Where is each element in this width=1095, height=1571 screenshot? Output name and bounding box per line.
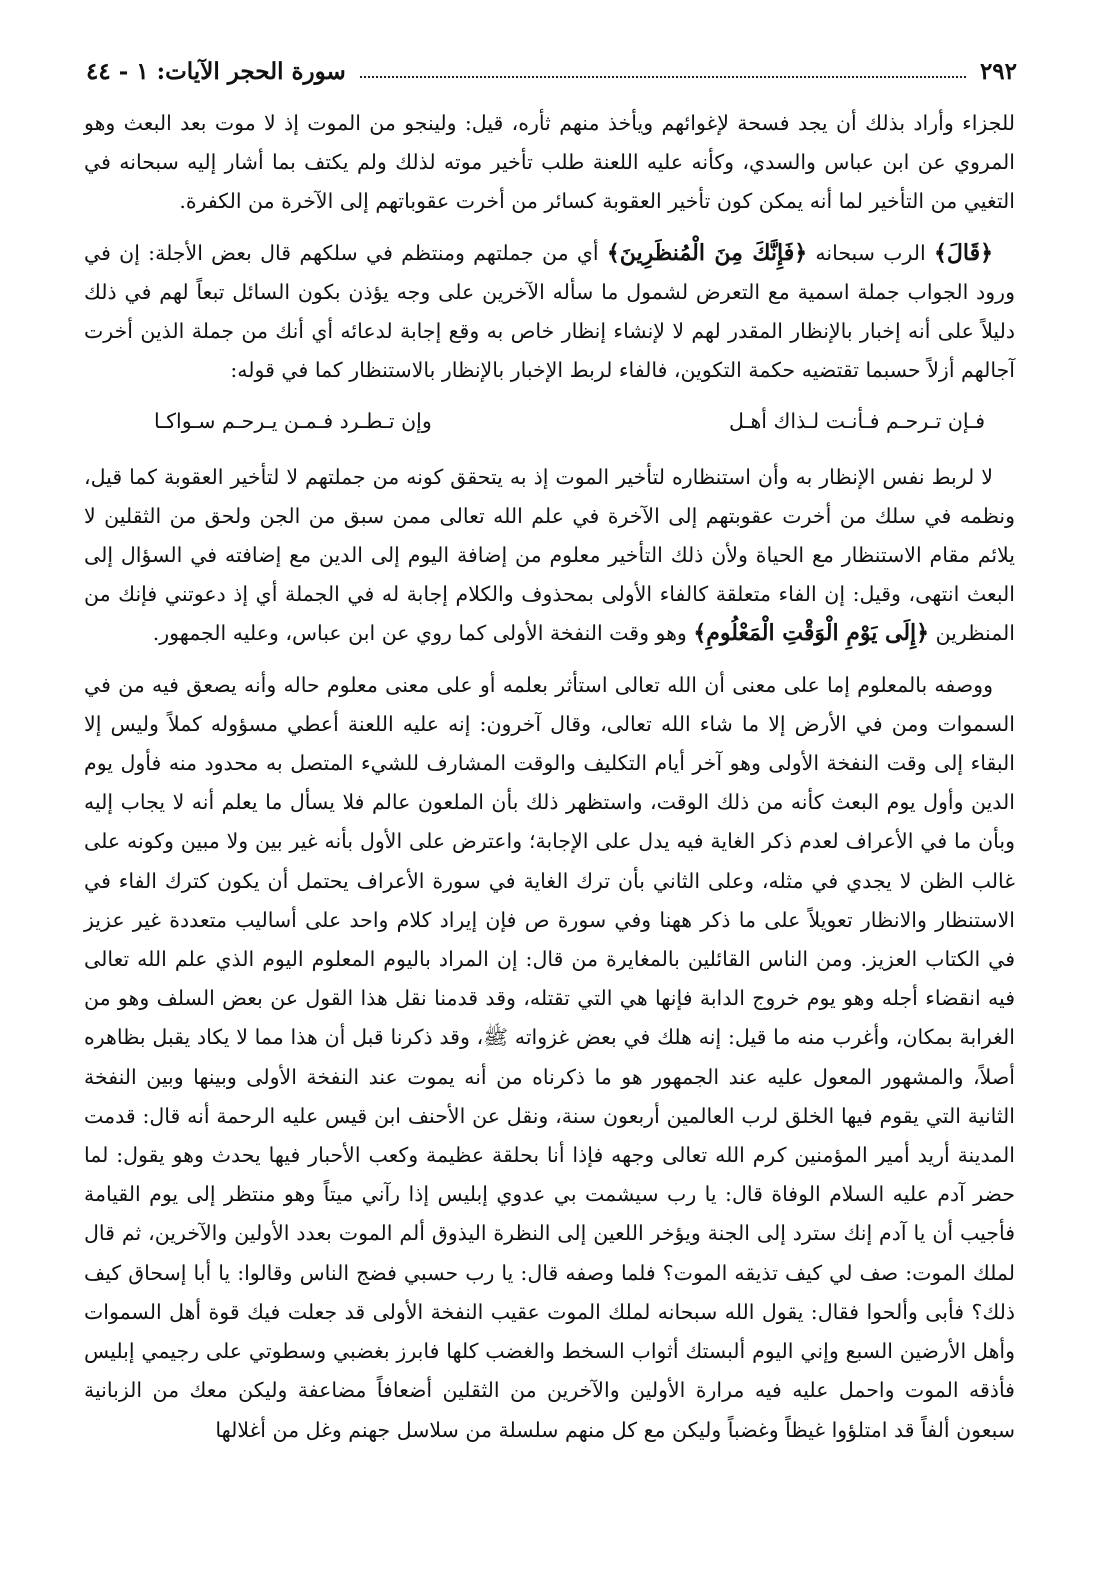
paragraph-4: ووصفه بالمعلوم إما على معنى أن الله تعالى استأثر بعلمه أو على معنى معلوم حاله وأنه يصعق فيه من في السموات ومن في الأرض إلا ما شاء الله تعالى، وقال آخرون: إنه عليه اللعنة أعطي مسؤوله كملاً وليس إلا البقاء إلى وقت النفخة الأولى وهو آخر أيام التكليف والوقت المشارف للشيء المتصل به محدود منه فأول يوم الدين وأول يوم البعث كأنه من ذلك الوقت، واستظهر ذلك بأن الملعون عالم فلا يسأل ما يعلم أنه لا يجاب إليه وبأن ما في الأعراف لعدم ذكر الغاية فيه يدل على الإجابة؛ واعترض على الأول بأنه غير بين ولا مبين وكونه على غالب الظن لا يجدي في مثله، وعلى الثاني بأن ترك الغاية في سورة الأعراف يحتمل أن يكون كترك الفاء في الاستنظار والانظار تعويلاً على ما ذكر ههنا وفي سورة ص فإن إيراد كلام واحد على أساليب متعددة غير عزيز في الكتاب العزيز. ومن الناس القائلين بالمغايرة من قال: إن المراد باليوم المعلوم اليوم الذي علم الله تعالى فيه انقضاء أجله وهو يوم خروج الدابة فإنها هي التي تقتله، وقد قدمنا نقل هذا القول عن بعض السلف وهو من الغرابة بمكان، وأغرب منه ما قيل: إنه هلك في بعض غزواته ﷺ، وقد ذكرنا قبل أن هذا مما لا يكاد يقبل بظاهره أصلاً، والمشهور المعول عليه عند الجمهور هو ما ذكرناه من أنه يموت عند النفخة الأولى وبينها وبين النفخة الثانية التي يقوم فيها الخلق لرب العالمين أربعون سنة، ونقل عن الأحنف ابن قيس عليه الرحمة أنه قال: قدمت المدينة أريد أمير المؤمنين كرم الله تعالى وجهه فإذا أنا بحلقة عظيمة وكعب الأحبار فيها يحدث وهو يقول: لما حضر آدم عليه السلام الوفاة قال: يا رب سيشمت بي عدوي إبليس إذا رآني ميتاً وهو منتظر إلى يوم القيامة فأجيب أن يا آدم إنك سترد إلى الجنة ويؤخر اللعين إلى النظرة اليذوق ألم الموت بعدد الأولين والآخرين، ثم قال لملك الموت: صف لي كيف تذيقه الموت؟ فلما وصفه قال: يا رب حسبي فضج الناس وقالوا: يا أبا إسحاق كيف ذلك؟ فأبى وألحوا فقال: يقول الله سبحانه لملك الموت عقيب النفخة الأولى قد جعلت فيك قوة أهل السموات وأهل الأرضين السبع وإني اليوم ألبستك أثواب السخط والغضب كلها فابرز بغضبي وسطوتي على رجيمي إبليس فأذقه الموت واحمل عليه فيه مرارة الأولين والآخرين من الثقلين أضعافاً مضاعفة وليكن معك من الزبانية سبعون ألفاً قد امتلؤوا غيظاً وغضباً وليكن مع كل منهم سلسلة من سلاسل جهنم وغل من أغلالها	[84, 672, 1015, 1442]
quran-quote: ﴿قَالَ﴾	[934, 239, 993, 266]
paragraph-text: لا لربط نفس الإنظار به وأن استنظاره لتأخير الموت إذ به يتحقق كونه من جملتهم لا لتأخير العقوبة كما قيل، ونظمه في سلك من أخرت عقوبتهم إلى الآخرة في علم الله تعالى ممن سبق من الجن ولحق من الثقلين لا يلائم مقام الاستنظار مع الحياة ولأن ذلك التأخير معلوم من إضافة اليوم إلى الدين مع إضافته في السؤال إلى البعث انتهى، وقيل: إن الفاء متعلقة كالفاء الأولى بمحذوف والكلام إجابة له في الجملة أي إذ دعوتني فإنك من المنظرين	[84, 464, 1015, 646]
paragraph-text: وهو وقت النفخة الأولى كما روي عن ابن عباس، وعليه الجمهور.	[152, 621, 694, 646]
running-title: سورة الحجر الآيات: ١ - ٤٤	[86, 57, 346, 85]
verse-second-hemistich: وإن تـطـرد فـمـن يـرحـم سـواكـا	[154, 409, 432, 434]
paragraph-3	[84, 458, 1015, 654]
paragraph-text: الرب سبحانه	[807, 240, 934, 265]
quran-quote: ﴿فَإِنَّكَ مِنَ الْمُنظَرِينَ﴾	[606, 239, 808, 266]
paragraph-1: للجزاء وأراد بذلك أن يجد فسحة لإغوائهم ويأخذ منهم ثأره، قيل: ولينجو من الموت إذ لا موت بعد البعث وهو المروي عن ابن عباس والسدي، وكأنه عليه اللعنة طلب تأخير موته لذلك ولم يكتف بما أشار إليه سبحانه في التغيي من التأخير لما أنه يمكن كون تأخير العقوبة كسائر من أخرت عقوباتهم إلى الآخرة من الكفرة.	[84, 111, 1015, 214]
quran-quote: ﴿إِلَى يَوْمِ الْوَقْتِ الْمَعْلُومِ﴾	[693, 620, 930, 647]
paragraph-text: أي من جملتهم ومنتظم في سلكهم قال بعض الأجلة: إن في ورود الجواب جملة اسمية مع التعرض لشمول ما سأله الآخرين على وجه يؤذن بكون السائل تبعاً لهم في ذلك دليلاً على أنه إخبار بالإنظار المقدر لهم لا لإنشاء إنظار خاص به وقع إجابة لدعائه أي أنك من جملة الذين أخرت آجالهم أزلاً حسبما تقتضيه حكمة التكوين، فالفاء لربط الإخبار بالإنظار بالاستنظار كما في قوله:	[84, 240, 1015, 383]
page-body	[84, 104, 1015, 1462]
page-number: ٢٩٢	[979, 57, 1017, 85]
header-dotted-leader	[360, 76, 966, 78]
page-header	[86, 54, 1017, 88]
poetry-verse	[84, 402, 1015, 441]
verse-first-hemistich: فـإن تـرحـم فـأنـت لـذاك أهـل	[728, 409, 985, 434]
paragraph-2	[84, 234, 1015, 391]
